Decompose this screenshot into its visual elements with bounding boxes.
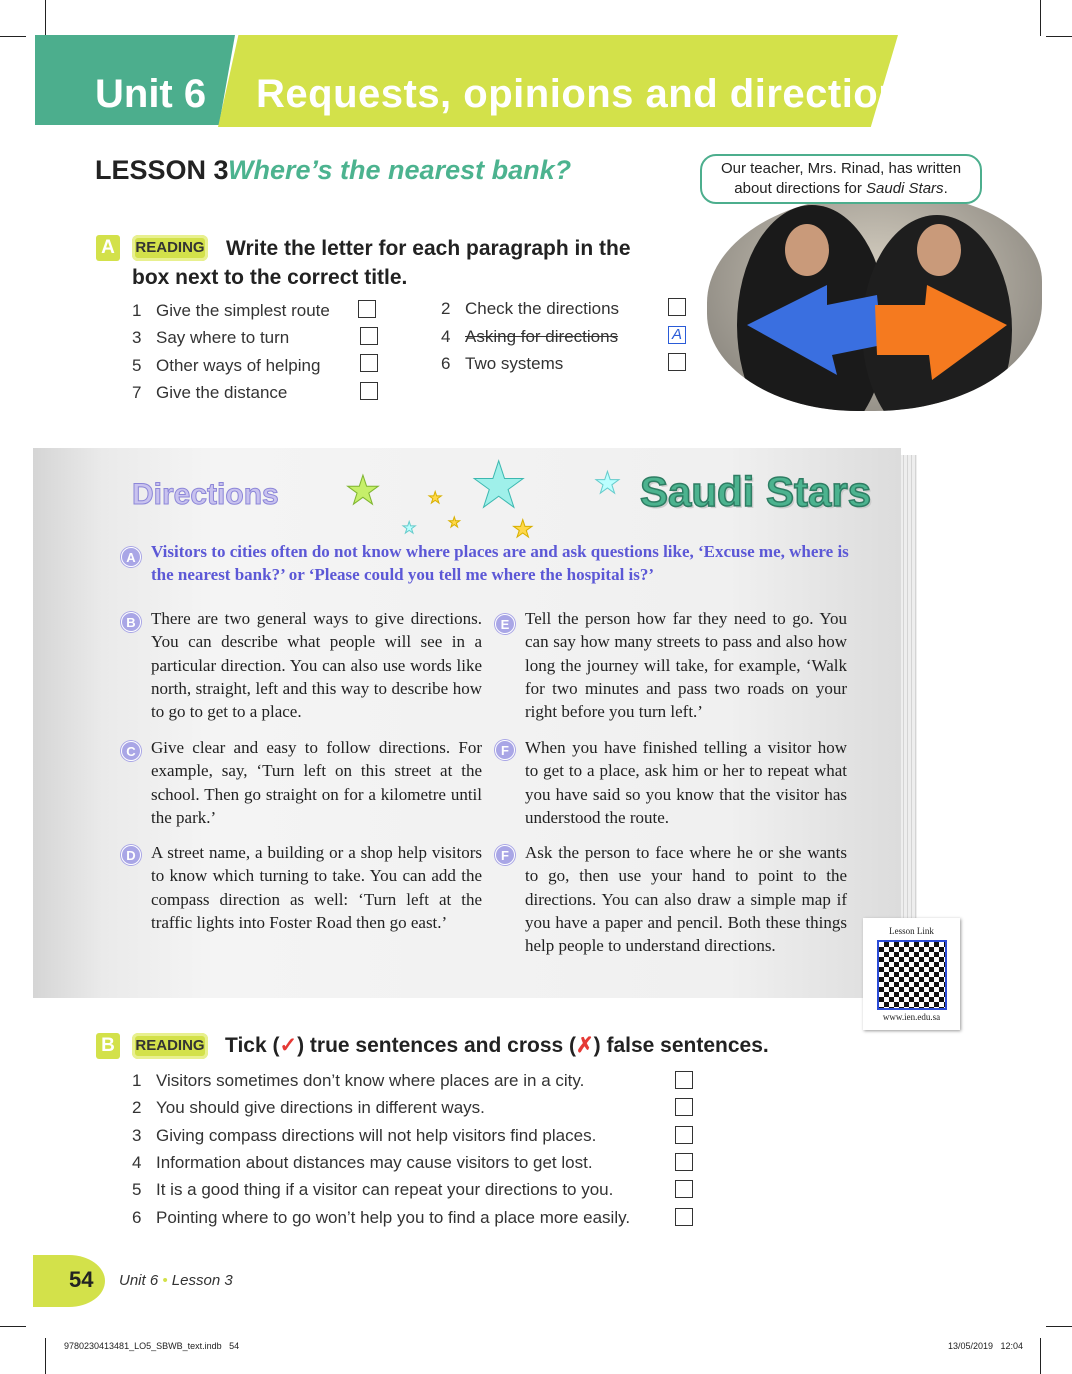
star-icon: ★ xyxy=(428,490,443,507)
star-icon: ★ xyxy=(402,520,417,537)
star-icon: ★ xyxy=(470,449,528,521)
lesson-title: Where’s the nearest bank? xyxy=(228,155,572,185)
crop-mark xyxy=(45,0,46,36)
section-a-letter: A xyxy=(96,235,120,261)
qr-label: Lesson Link xyxy=(889,926,934,936)
list-item xyxy=(132,328,289,348)
answer-box[interactable] xyxy=(360,327,378,345)
list-item xyxy=(132,1071,584,1091)
instr-part: ) true sentences and cross ( xyxy=(297,1034,577,1057)
item-number: 6 xyxy=(132,1208,142,1227)
item-text: It is a good thing if a visitor can repeat your directions to you. xyxy=(156,1180,614,1199)
footer-unit: Unit 6 xyxy=(119,1272,159,1289)
item-text-example: Asking for directions xyxy=(465,327,619,346)
item-number: 5 xyxy=(132,356,142,375)
tick-box[interactable] xyxy=(675,1153,693,1171)
bubble-text-italic: Saudi Stars xyxy=(866,180,944,197)
bubble-text-end: . xyxy=(943,180,948,197)
tick-box[interactable] xyxy=(675,1208,693,1226)
item-number: 1 xyxy=(132,1071,142,1090)
item-text: Give the distance xyxy=(156,383,288,402)
paragraph-c: Give clear and easy to follow directions. For example, say, ‘Turn left on this street at the school. Then go straight on for a kilometre until the park.’ xyxy=(151,738,482,827)
answer-box[interactable] xyxy=(668,353,686,371)
paragraph-letter: D xyxy=(121,845,141,865)
item-number: 6 xyxy=(441,354,451,373)
photo-illustration xyxy=(707,195,1042,411)
crop-mark xyxy=(1046,1326,1072,1327)
item-text: Say where to turn xyxy=(156,328,290,347)
reading-badge: READING xyxy=(132,235,208,261)
item-text: Other ways of helping xyxy=(156,356,321,375)
item-text: Visitors sometimes don’t know where places are in a city. xyxy=(156,1071,585,1090)
item-number: 3 xyxy=(132,1126,142,1145)
lesson-number: LESSON 3 xyxy=(95,155,229,185)
item-number: 1 xyxy=(132,301,142,320)
tick-box[interactable] xyxy=(675,1071,693,1089)
list-item xyxy=(132,1126,596,1146)
section-b-letter: B xyxy=(96,1033,120,1059)
lesson-link-qr[interactable] xyxy=(863,918,960,1030)
list-item xyxy=(441,327,618,347)
qr-code-icon xyxy=(877,940,947,1010)
footer-lesson: Lesson 3 xyxy=(171,1272,233,1289)
qr-url: www.ien.edu.sa xyxy=(882,1012,941,1022)
paragraph-letter: F xyxy=(495,845,515,865)
item-text: Two systems xyxy=(465,354,564,373)
answer-box[interactable] xyxy=(668,298,686,316)
paragraph-letter: E xyxy=(495,614,515,634)
item-text: Check the directions xyxy=(465,299,620,318)
star-icon: ★ xyxy=(594,467,621,500)
item-number: 7 xyxy=(132,383,142,402)
paragraph-f2: Ask the person to face where he or she wants to go, then use your hand to point to the directions. You can also draw a simple map if you have a paper and pencil. Both these things help people to understand directions. xyxy=(525,843,847,956)
paragraph-b: There are two general ways to give directions. You can describe what people will see in a particular direction. You can also use words like north, straight, left and this way to describe how to go to get to a place. xyxy=(151,609,482,722)
answer-box[interactable] xyxy=(358,300,376,318)
section-b-instruction xyxy=(225,1033,769,1058)
tick-box[interactable] xyxy=(675,1098,693,1116)
paragraph-letter: B xyxy=(121,612,141,632)
crop-mark xyxy=(0,1326,26,1327)
item-number: 3 xyxy=(132,328,142,347)
crop-mark xyxy=(1046,36,1072,37)
list-item xyxy=(441,354,563,374)
paragraph-f: When you have finished telling a visitor how to get to a place, ask him or her to repeat what you have said so you know that the visitor has understood the route. xyxy=(525,738,847,827)
item-text: Pointing where to go won’t help you to find a place more easily. xyxy=(156,1208,631,1227)
article-heading: Directions xyxy=(132,478,279,511)
crop-mark xyxy=(1040,1338,1041,1374)
item-text: Give the simplest route xyxy=(156,301,330,320)
item-number: 2 xyxy=(441,299,451,318)
list-item xyxy=(441,299,619,319)
answer-box[interactable] xyxy=(360,382,378,400)
list-item xyxy=(132,356,320,376)
footer-breadcrumb xyxy=(119,1272,233,1289)
item-number: 2 xyxy=(132,1098,142,1117)
list-item xyxy=(132,1180,613,1200)
tick-box[interactable] xyxy=(675,1126,693,1144)
list-item xyxy=(132,1153,593,1173)
print-file-info: 9780230413481_LO5_SBWB_text.indb 54 xyxy=(64,1341,240,1351)
answer-box[interactable]: A xyxy=(668,326,686,344)
paragraph-letter: A xyxy=(121,547,141,567)
tick-icon: ✓ xyxy=(279,1034,298,1057)
bubble-text: Our teacher, Mrs. Rinad, has written about directions for xyxy=(720,160,962,197)
cross-icon: ✗ xyxy=(576,1034,594,1057)
footer-bullet: • xyxy=(162,1272,168,1289)
star-icon: ★ xyxy=(512,516,534,543)
photo-two-women-arrows xyxy=(707,195,1042,411)
tick-box[interactable] xyxy=(675,1180,693,1198)
list-item xyxy=(132,383,287,403)
magazine-title: Saudi Stars xyxy=(640,468,872,515)
list-item xyxy=(132,1098,485,1118)
instr-part: Tick ( xyxy=(225,1034,280,1057)
list-item xyxy=(132,1208,630,1228)
unit-title: Requests, opinions and directions xyxy=(256,72,926,116)
paragraph-letter: C xyxy=(121,741,141,761)
item-text: Information about distances may cause visitors to get lost. xyxy=(156,1153,593,1172)
list-item xyxy=(132,301,330,321)
section-a-instruction: Write the letter for each paragraph in the box next to the correct title. xyxy=(132,237,631,289)
star-icon: ★ xyxy=(448,514,461,530)
item-text: Giving compass directions will not help visitors find places. xyxy=(156,1126,597,1145)
star-icon: ★ xyxy=(345,469,381,513)
page-number: 54 xyxy=(69,1267,94,1292)
crop-mark xyxy=(0,36,26,37)
item-text: You should give directions in different ways. xyxy=(156,1098,485,1117)
paragraph-letter: F xyxy=(495,740,515,760)
speech-bubble xyxy=(700,154,982,204)
reading-badge: READING xyxy=(132,1033,208,1059)
paragraph-a: Visitors to cities often do not know where places are and ask questions like, ‘Excuse me, where is the nearest bank?’ or ‘Please could you tell me where the hospital is?’ xyxy=(151,542,849,585)
paragraph-d: A street name, a building or a shop help visitors to know which turning to take. You can add the compass direction as well: ‘Turn left at the traffic lights into Foster Road then go east.’ xyxy=(151,843,482,932)
answer-box[interactable] xyxy=(360,354,378,372)
instr-part: ) false sentences. xyxy=(593,1034,769,1057)
item-number: 4 xyxy=(132,1153,142,1172)
print-date: 13/05/2019 12:04 xyxy=(948,1341,1024,1351)
item-number: 4 xyxy=(441,327,451,346)
crop-mark xyxy=(1040,0,1041,36)
crop-mark xyxy=(45,1338,46,1374)
item-number: 5 xyxy=(132,1180,142,1199)
unit-label: Unit 6 xyxy=(95,72,207,116)
paragraph-e: Tell the person how far they need to go. You can say how many streets to pass and also how long the journey will take, for example, ‘Walk for two minutes and pass two roads on your right before you turn left.’ xyxy=(525,609,847,722)
